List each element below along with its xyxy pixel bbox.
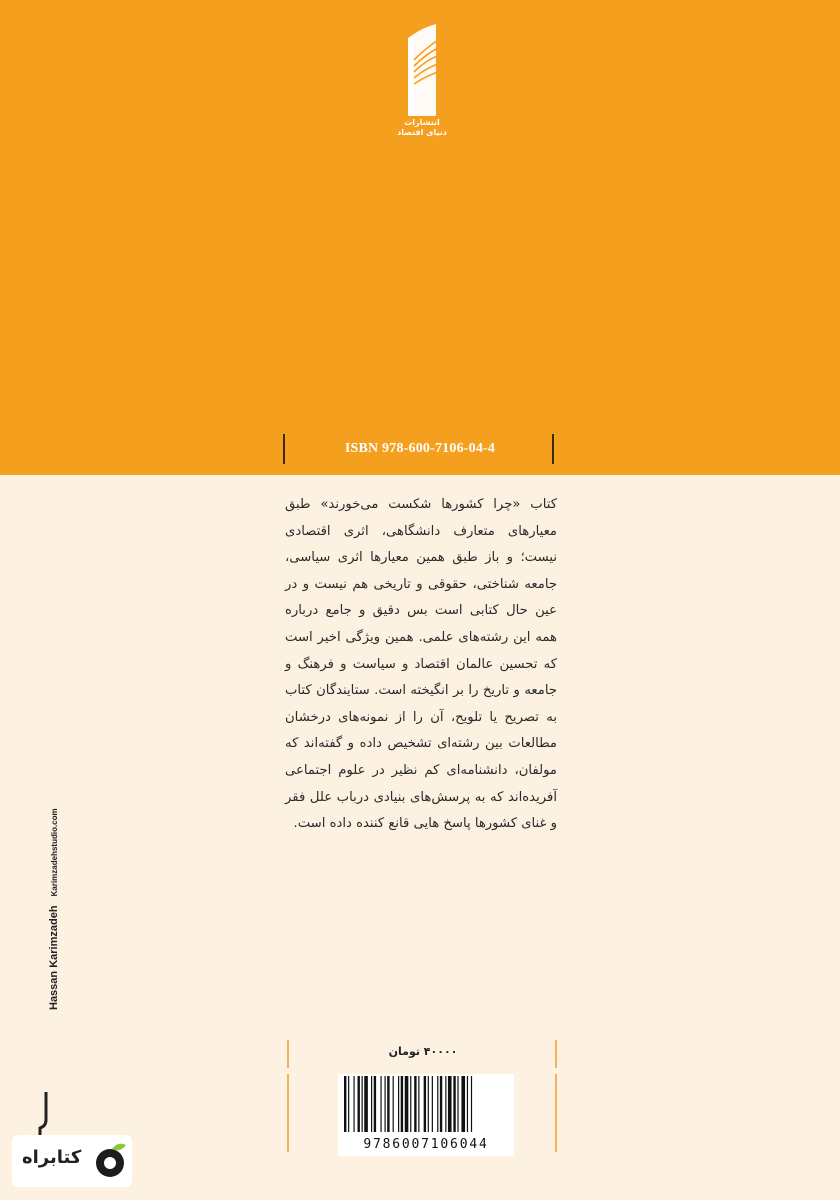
barcode-bar — [374, 1076, 376, 1132]
barcode-bar — [364, 1076, 368, 1132]
ketabrah-label: کتابراه — [22, 1147, 82, 1168]
barcode-bar — [371, 1076, 372, 1132]
barcode-bar — [348, 1076, 349, 1132]
barcode — [338, 1074, 514, 1134]
price-divider-left-1 — [287, 1040, 289, 1068]
barcode-bar — [393, 1076, 394, 1132]
book-description: کتاب «چرا کشورها شکست می‌خورند» طبق معیارهای متعارف دانشگاهی، اثری اقتصادی نیست؛ و باز طبق همین معیارها اثری سیاسی، جامعه شناختی، حقوقی و تاریخی هم نیست و در عین حال کتابی است بس دقیق و جامع درباره همه این رشته‌های علمی. همین ویژگی اخیر است که تحسین عالمان اقتصاد و سیاست و فرهنگ و جامعه و تاریخ را بر انگیخته است. ستایندگان کتاب به تصریح یا تلویح، آن را از نمونه‌های درخشان مطالعات بین رشته‌ای تشخیص داده و گفته‌اند که مولفان، دانشنامه‌ای کم نظیر در علوم اجتماعی آفریده‌اند که به پرسش‌های بنیادی درباب علل فقر و غنای کشورها پاسخ هایی قانع کننده داده است. — [285, 497, 557, 832]
barcode-bar — [453, 1076, 455, 1132]
designer-website: Karimzadehstudio.com — [50, 808, 59, 897]
barcode-bar — [353, 1076, 354, 1132]
isbn-divider-right — [552, 434, 554, 464]
barcode-bar — [405, 1076, 409, 1132]
ketabrah-logo-icon — [96, 1141, 128, 1181]
barcode-bar — [432, 1076, 433, 1132]
barcode-bar — [344, 1076, 346, 1132]
barcode-digits: 9786007106044 — [338, 1134, 514, 1156]
barcode-bar — [387, 1076, 389, 1132]
barcode-bar — [461, 1076, 465, 1132]
barcode-bar — [401, 1076, 403, 1132]
publisher-logo-line1: انتشارات — [404, 118, 440, 127]
price-divider-left-2 — [287, 1074, 289, 1152]
price-divider-right-1 — [555, 1040, 557, 1068]
barcode-bar — [410, 1076, 411, 1132]
barcode-bar — [428, 1076, 429, 1132]
barcode-bars — [338, 1074, 514, 1134]
barcode-bar — [445, 1076, 446, 1132]
barcode-bar — [424, 1076, 426, 1132]
publisher-logo-line2: دنیای اقتصاد — [397, 128, 447, 137]
barcode-bar — [437, 1076, 438, 1132]
barcode-bar — [362, 1076, 363, 1132]
barcode-bar — [385, 1076, 386, 1132]
isbn-divider-left — [283, 434, 285, 464]
publisher-logo-icon — [392, 20, 452, 120]
barcode-bar — [440, 1076, 442, 1132]
barcode-bar — [448, 1076, 452, 1132]
barcode-bar — [418, 1076, 419, 1132]
price-divider-right-2 — [555, 1074, 557, 1152]
ketabrah-badge[interactable] — [12, 1135, 132, 1187]
isbn-number: ISBN 978-600-7106-04-4 — [344, 441, 496, 456]
barcode-bar — [467, 1076, 468, 1132]
designer-name: Hassan Karimzadeh — [48, 905, 60, 1010]
barcode-bar — [398, 1076, 399, 1132]
barcode-bar — [471, 1076, 472, 1132]
publisher-logo — [392, 20, 452, 140]
barcode-bar — [457, 1076, 458, 1132]
barcode-bar — [358, 1076, 360, 1132]
price-label: ۴۰۰۰۰ تومان — [388, 1045, 458, 1058]
barcode-bar — [414, 1076, 416, 1132]
barcode-bar — [380, 1076, 381, 1132]
designer-credits — [48, 802, 60, 1010]
